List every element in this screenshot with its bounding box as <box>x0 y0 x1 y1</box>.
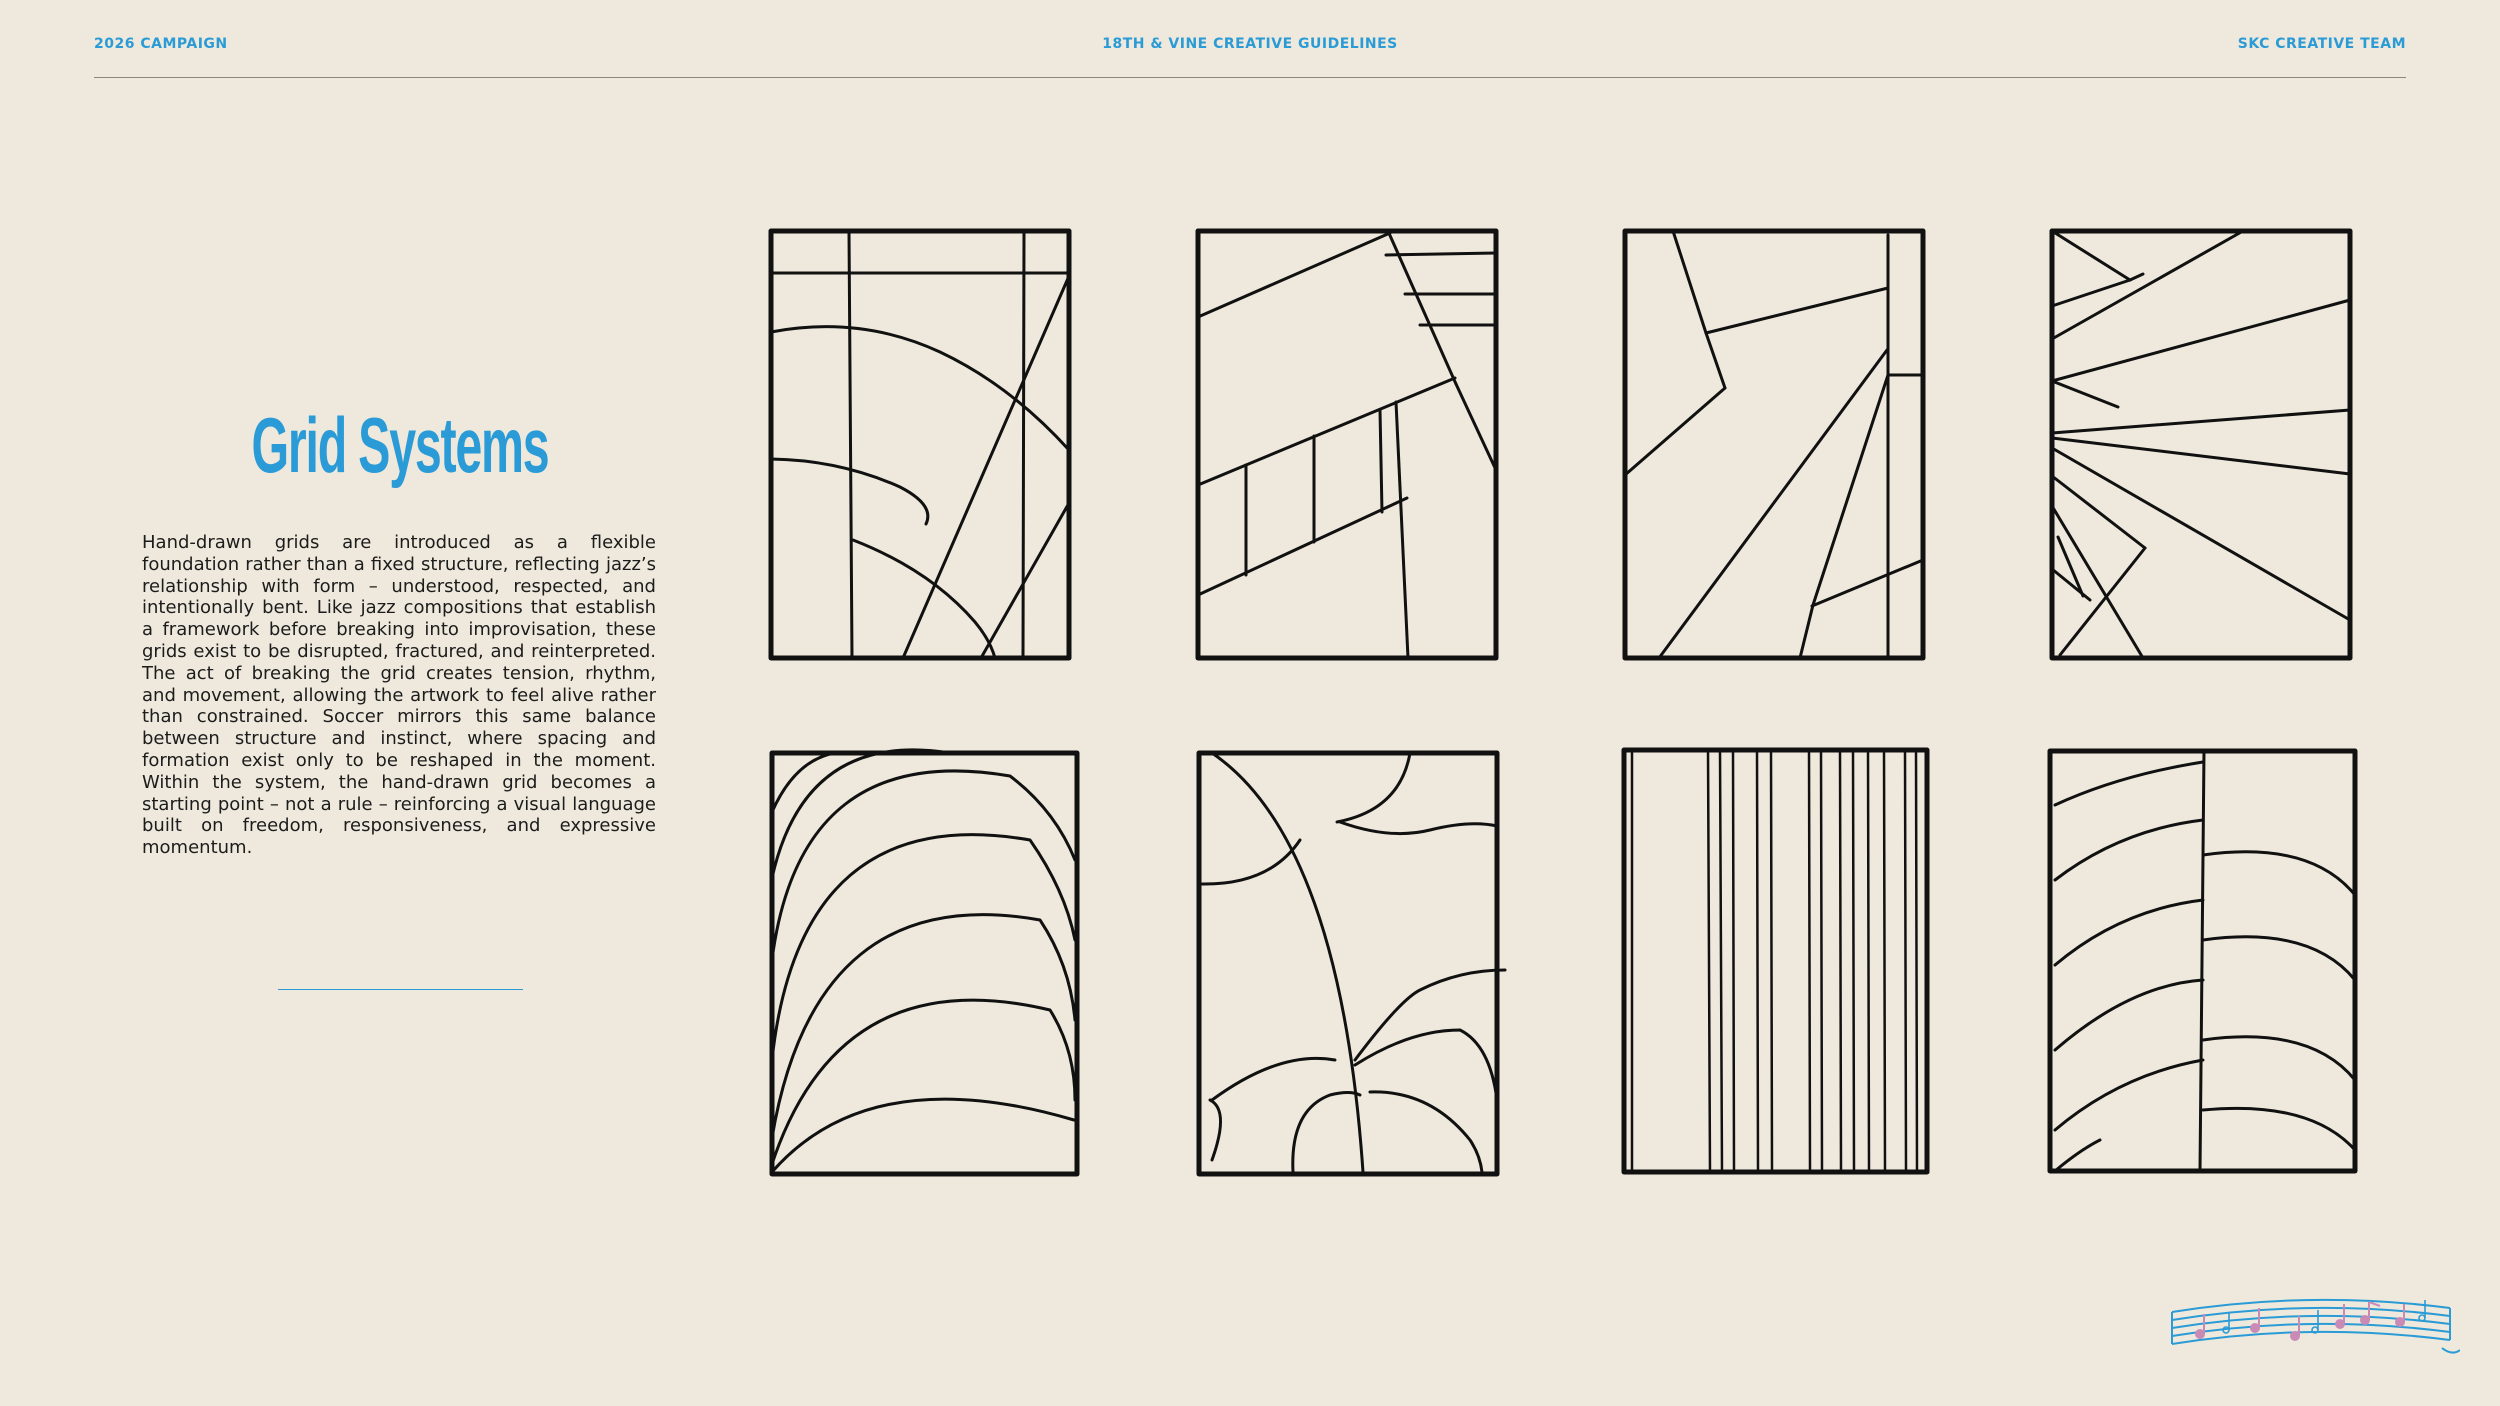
grid-sketch-1 <box>771 231 1069 658</box>
grid-sketch-7 <box>1624 750 1927 1172</box>
grid-sketch-4 <box>2052 231 2350 658</box>
grid-sketch-6 <box>1199 753 1505 1174</box>
music-staff-logo <box>2160 1290 2460 1370</box>
header-guidelines-title: 18TH & VINE CREATIVE GUIDELINES <box>1102 36 1398 52</box>
grid-sketch-3 <box>1625 231 1923 658</box>
body-paragraph: Hand-drawn grids are introduced as a flexible foundation rather than a fixed structure, reflecting jazz’s relationship with form – understood, respected, and intentionally bent. Like jazz compositions that establish a framework before breaking into improvisation, these grids exist to be disrupted, fractured, and reinterpreted. The act of breaking the grid creates tension, rhythm, and movement, allowing the artwork to feel alive rather than constrained. Soccer mirrors this same balance between structure and instinct, where spacing and formation exist only to be reshaped in the moment. Within the system, the hand-drawn grid becomes a starting point – not a rule – reinforcing a visual language built on freedom, responsiveness, and expressive momentum. <box>142 532 656 859</box>
grid-sketch-8 <box>2050 751 2355 1171</box>
header-campaign: 2026 CAMPAIGN <box>94 36 228 52</box>
header-team: SKC CREATIVE TEAM <box>2237 36 2406 52</box>
grid-sketch-2 <box>1198 231 1496 658</box>
grid-sketch-5 <box>772 750 1077 1174</box>
page-title: Grid Systems <box>251 401 549 489</box>
